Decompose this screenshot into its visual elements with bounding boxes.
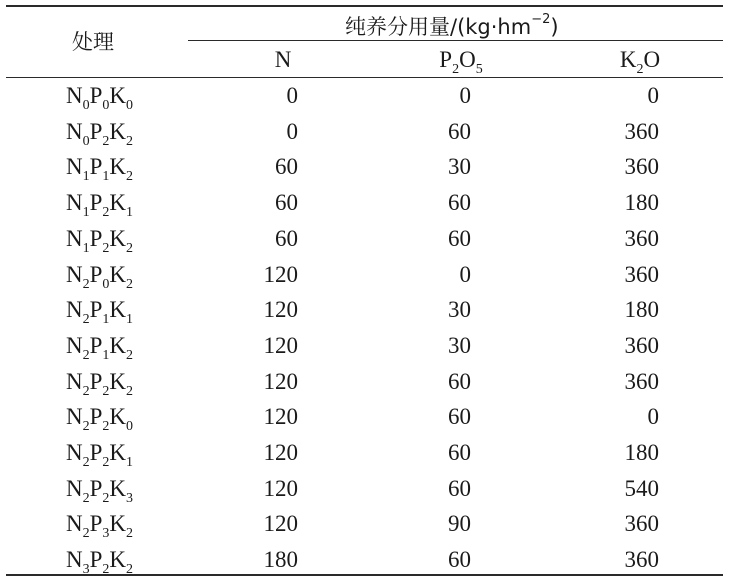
header-treatment: 处理 [72,30,114,54]
cell-p2o5-rate: 60 [448,190,471,216]
treatment-subscript: 1 [82,169,90,185]
header-col-n: N [274,47,292,72]
treatment-letter: N [66,368,83,394]
treatment-subscript: 3 [82,562,90,578]
treatment-subscript: 2 [102,383,110,399]
treatment-subscript: 2 [102,240,110,256]
treatment-letter: K [109,154,127,180]
k2o-sub: 2 [636,62,644,77]
p2o5-sub2: 5 [475,62,483,77]
header-col-k2o [620,46,660,78]
treatment-code [66,261,133,293]
p2o5-o: O [459,47,476,72]
cell-n-rate: 120 [263,261,298,287]
cell-k2o-rate: 360 [624,118,659,144]
treatment-letter: K [109,225,127,251]
p2o5-p: P [439,47,453,72]
header-nutrient-rate-text: 纯养分用量/(kg·hm [345,15,532,39]
treatment-letter: P [89,475,103,501]
cell-p2o5-rate: 60 [448,404,471,430]
header-unit-exponent: −2 [531,12,551,27]
treatment-code [66,296,133,328]
cell-p2o5-rate: 60 [448,547,471,573]
table-row [0,437,729,473]
treatment-subscript: 1 [82,240,90,256]
treatment-subscript: 2 [126,276,134,292]
table-row [0,259,729,295]
treatment-letter: N [66,547,83,573]
cell-k2o-rate: 0 [647,404,659,430]
treatment-subscript: 2 [82,312,90,328]
treatment-letter: P [89,261,103,287]
treatment-subscript: 2 [126,562,134,578]
cell-n-rate: 180 [263,547,298,573]
cell-p2o5-rate: 60 [448,118,471,144]
treatment-letter: K [109,511,127,537]
treatment-letter: K [109,475,127,501]
treatment-subscript: 1 [102,347,110,363]
treatment-subscript: 0 [102,276,110,292]
treatment-letter: K [109,404,127,430]
treatment-subscript: 2 [82,276,90,292]
cell-k2o-rate: 360 [624,332,659,358]
table-header-rule [6,77,723,78]
treatment-letter: P [89,225,103,251]
treatment-code [66,82,133,114]
cell-k2o-rate: 180 [624,440,659,465]
cell-k2o-rate: 360 [624,154,659,180]
treatment-subscript: 3 [126,490,134,506]
cell-n-rate: 60 [275,154,298,180]
table-row [0,473,729,509]
cell-p2o5-rate: 0 [459,83,471,108]
cell-p2o5-rate: 30 [448,332,471,358]
cell-k2o-rate: 180 [624,297,659,323]
cell-p2o5-rate: 60 [448,225,471,251]
treatment-subscript: 1 [82,205,90,221]
treatment-letter: P [89,154,103,180]
treatment-subscript: 1 [102,169,110,185]
k2o-k: K [619,47,637,72]
treatment-letter: P [89,297,103,323]
treatment-code [66,153,133,185]
treatment-subscript: 1 [126,455,134,470]
treatment-subscript: 3 [102,526,110,542]
cell-p2o5-rate: 0 [459,261,471,287]
treatment-letter: N [66,118,83,144]
treatment-letter: N [66,154,83,180]
table-row [0,401,729,437]
cell-k2o-rate: 360 [624,261,659,287]
treatment-subscript: 2 [102,133,110,149]
cell-n-rate: 120 [263,404,298,430]
treatment-subscript: 1 [126,312,134,328]
cell-n-rate: 120 [263,475,298,501]
treatment-subscript: 2 [102,419,110,435]
cell-n-rate: 120 [263,368,298,394]
treatment-letter: K [109,547,127,573]
cell-p2o5-rate: 90 [448,511,471,537]
treatment-letter: N [66,404,83,430]
treatment-subscript: 2 [82,490,90,506]
treatment-subscript: 2 [126,169,134,185]
cell-k2o-rate: 360 [624,368,659,394]
p2o5-sub1: 2 [452,62,460,77]
treatment-letter: K [109,118,127,144]
treatment-subscript: 2 [126,133,134,149]
treatment-letter: P [89,440,103,465]
treatment-letter: N [66,297,83,323]
cell-p2o5-rate: 60 [448,440,471,465]
treatment-subscript: 0 [102,98,110,113]
treatment-letter: N [66,475,83,501]
treatment-code [66,118,133,150]
table-row [0,151,729,187]
cell-n-rate: 120 [263,511,298,537]
treatment-letter: K [109,83,127,108]
cell-n-rate: 60 [275,190,298,216]
treatment-letter: N [66,440,83,465]
cell-k2o-rate: 360 [624,547,659,573]
treatment-letter: K [109,440,127,465]
treatment-letter: P [89,332,103,358]
header-nutrient-rate-close: ) [550,15,559,39]
treatment-code [66,403,133,435]
treatment-subscript: 1 [126,205,134,221]
treatment-subscript: 1 [102,312,110,328]
treatment-subscript: 2 [102,205,110,221]
treatment-letter: P [89,83,103,108]
treatment-letter: N [66,190,83,216]
treatment-subscript: 2 [126,347,134,363]
table-row [0,223,729,259]
table-row [0,187,729,223]
treatment-letter: P [89,404,103,430]
table-row [0,294,729,330]
treatment-subscript: 2 [82,526,90,542]
treatment-subscript: 2 [102,455,110,470]
cell-k2o-rate: 360 [624,511,659,537]
treatment-subscript: 2 [82,419,90,435]
treatment-subscript: 2 [126,383,134,399]
treatment-code [66,189,133,221]
table-row [0,330,729,366]
cell-n-rate: 120 [263,297,298,323]
cell-n-rate: 0 [286,118,298,144]
cell-k2o-rate: 180 [624,190,659,216]
treatment-subscript: 2 [82,347,90,363]
treatment-code [66,225,133,257]
treatment-letter: K [109,190,127,216]
cell-p2o5-rate: 60 [448,368,471,394]
treatment-subscript: 2 [102,490,110,506]
treatment-code [66,510,133,542]
cell-p2o5-rate: 30 [448,154,471,180]
treatment-letter: K [109,297,127,323]
cell-n-rate: 120 [263,332,298,358]
table-row [0,544,729,580]
table-row [0,80,729,116]
treatment-letter: P [89,118,103,144]
table-top-rule [6,5,723,7]
treatment-letter: P [89,190,103,216]
header-nutrient-rate [345,9,559,41]
cell-p2o5-rate: 60 [448,475,471,501]
treatment-subscript: 0 [82,98,90,113]
treatment-subscript: 0 [126,419,134,435]
header-col-p2o5 [439,46,482,78]
treatment-letter: K [109,332,127,358]
cell-n-rate: 0 [286,83,298,108]
treatment-letter: P [89,368,103,394]
treatment-letter: N [66,511,83,537]
treatment-letter: N [66,261,83,287]
treatment-letter: N [66,83,83,108]
treatment-subscript: 2 [126,240,134,256]
treatment-code [66,475,133,507]
treatment-letter: N [66,332,83,358]
table-row [0,366,729,402]
table-row [0,508,729,544]
treatment-code [66,546,133,578]
treatment-subscript: 2 [126,526,134,542]
treatment-subscript: 2 [82,455,90,470]
cell-k2o-rate: 0 [647,83,659,108]
treatment-letter: P [89,511,103,537]
treatment-subscript: 0 [126,98,134,113]
treatment-code [66,332,133,364]
cell-k2o-rate: 360 [624,225,659,251]
cell-p2o5-rate: 30 [448,297,471,323]
treatment-subscript: 0 [82,133,90,149]
cell-k2o-rate: 540 [624,475,659,501]
treatment-letter: P [89,547,103,573]
treatment-code [66,439,133,471]
cell-n-rate: 60 [275,225,298,251]
treatment-code [66,368,133,400]
table-row [0,116,729,152]
cell-n-rate: 120 [263,440,298,465]
treatment-subscript: 2 [102,562,110,578]
k2o-o: O [643,47,661,72]
treatment-letter: N [66,225,83,251]
treatment-letter: K [109,261,127,287]
treatment-subscript: 2 [82,383,90,399]
treatment-letter: K [109,368,127,394]
